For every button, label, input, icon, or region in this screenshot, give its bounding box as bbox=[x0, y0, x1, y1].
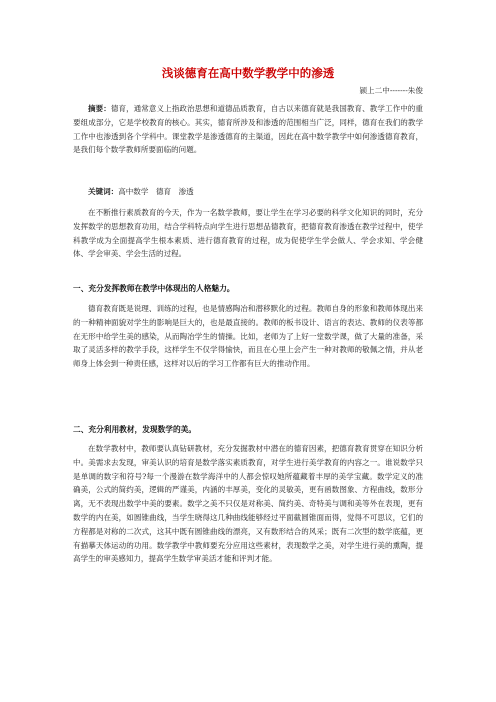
section-1-heading: 一、充分发挥教师在教学中体现出的人格魅力。 bbox=[73, 284, 235, 293]
keywords-text: 高中数学 德育 渗透 bbox=[118, 187, 194, 196]
author-line: 颍上二中-------朱俊 bbox=[359, 86, 423, 95]
keywords-label: 关键词： bbox=[88, 187, 119, 196]
keywords-paragraph bbox=[73, 185, 423, 199]
section-2-heading: 二、充分利用教材，发现数学的美。 bbox=[73, 425, 197, 434]
abstract-text: 德育，通常意义上指政治思想和道德品质教育，自古以来德育就是我国教育、教学工作中的重要组成部分，它是学校教育的核心。其实，德育所涉及和渗透的范围相当广泛，同样，德育在我们的教学工作中也渗透到各个学科中。课堂教学是渗透德育的主渠道，因此在高中数学教学中如何渗透德育教育，是我们每个数学教师所要面临的问题。 bbox=[73, 104, 423, 155]
section-2-paragraph: 在数学教材中，教师要认真钻研教材，充分发掘教材中潜在的德育因素，把德育教育贯穿在知识分析中。美需求去发现，审美认识的培育是数学落实素质教育，对学生进行美学教育的内容之一。谁说数学只是单调的数字和符号?每一个漫游在数学海洋中的人都会惊叹她所蕴藏着丰厚的美学宝藏。数学定义的准确美，公式的简约美，逻辑的严谨美，内涵的丰厚美，变化的灵敏美，更有函数图象、方程曲线，数形分离，无不表现出数学中美的要素。数学之美不只仅是对称美、简约美、奇特美与调和美等外在表现，更有数学的内在美，如圆锥曲线，当学生晓得这几种曲线能够经过平面截圆锥面而得，觉得不可思议，它们的方程都是对称的二次式，这其中既有圆锥曲线的漂亮，又有数形结合的风采；既有二次型的数学底蕴，更有描摹天体运动的功用。数学教学中教师要充分应用这些素材，表现数学之美，对学生进行美的熏陶，提高学生的审美感知力，提高学生数学审美活才能和评判才能。 bbox=[73, 444, 423, 564]
section-1-paragraph: 德育教育既是说理、训练的过程，也是情感陶冶和潜移默化的过程。教师自身的形象和教师体现出来的一种精神面貌对学生的影响是巨大的，也是最直接的。教师的板书设计、语言的表达、教师的仪表等都在无形中给学生美的感染，从而陶冶学生的情操。比如，老师为了上好一堂数学课，做了大量的准备，采取了灵活多样的教学手段，这样学生不仅学得愉快，而且在心里上会产生一种对教师的敬佩之情，并从老师身上体会到一种责任感，这样对以后的学习工作都有巨大的推动作用。 bbox=[73, 304, 423, 369]
page-title: 浅谈德育在高中数学教学中的渗透 bbox=[161, 66, 335, 80]
intro-paragraph: 在不断推行素质教育的今天，作为一名数学教师，要让学生在学习必要的科学文化知识的同时，充分发挥数学的思想教育功用，结合学科特点向学生进行思想品德教育，把德育教育渗透在教学过程中，使学科教学成为全面提高学生根本素质、进行德育教育的过程，成为促使学生学会做人、学会求知、学会健体、学会审美、学会生活的过程。 bbox=[73, 208, 423, 259]
abstract-label: 摘要： bbox=[88, 104, 111, 113]
abstract-paragraph bbox=[73, 102, 423, 157]
